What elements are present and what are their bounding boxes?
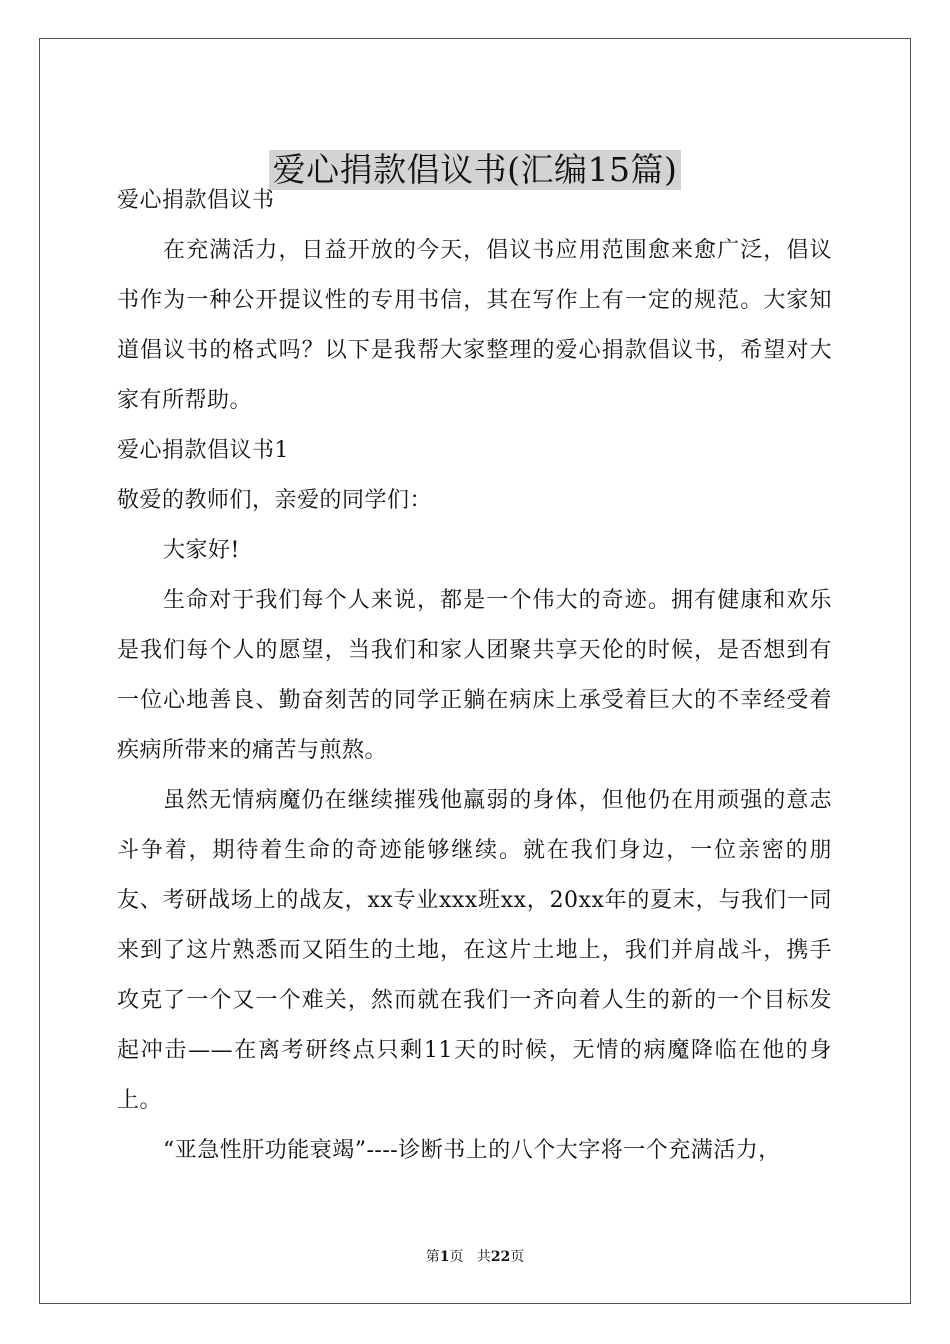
document-body	[117, 176, 832, 1176]
footer-total-suffix: 页	[510, 1249, 525, 1265]
paragraph: 生命对于我们每个人来说，都是一个伟大的奇迹。拥有健康和欢乐是我们每个人的愿望，当我们和家人团聚共享天伦的时候，是否想到有一位心地善良、勤奋刻苦的同学正躺在病床上承受着巨大的不幸经受着疾病所带来的痛苦与煎熬。	[117, 588, 832, 763]
page-footer	[0, 1246, 950, 1266]
footer-prefix: 第	[425, 1249, 440, 1265]
footer-page-suffix: 页	[449, 1249, 464, 1265]
document-title: 爱心捐款倡议书(汇编15篇)	[269, 150, 682, 190]
section-heading: 爱心捐款倡议书1	[117, 438, 289, 463]
paragraph: 爱心捐款倡议书	[117, 188, 275, 213]
paragraph: 在充满活力，日益开放的今天，倡议书应用范围愈来愈广泛，倡议书作为一种公开提议性的专用书信，其在写作上有一定的规范。大家知道倡议书的格式吗？以下是我帮大家整理的爱心捐款倡议书，希望对大家有所帮助。	[117, 238, 832, 413]
greeting: 大家好!	[163, 538, 240, 563]
salutation: 敬爱的教师们，亲爱的同学们：	[117, 488, 433, 513]
paragraph: 虽然无情病魔仍在继续摧残他羸弱的身体，但他仍在用顽强的意志斗争着，期待着生命的奇迹能够继续。就在我们身边，一位亲密的朋友、考研战场上的战友，xx专业xxx班xx，20xx年的夏末，与我们一同来到了这片熟悉而又陌生的土地，在这片土地上，我们并肩战斗，携手攻克了一个又一个难关，然而就在我们一齐向着人生的新的一个目标发起冲击——在离考研终点只剩11天的时候，无情的病魔降临在他的身上。	[117, 788, 832, 1113]
footer-page-number: 1	[439, 1249, 450, 1265]
paragraph: “亚急性肝功能衰竭”----诊断书上的八个大字将一个充满活力，	[163, 1138, 781, 1163]
footer-total-prefix: 共	[476, 1249, 491, 1265]
footer-total-pages: 22	[490, 1249, 511, 1265]
